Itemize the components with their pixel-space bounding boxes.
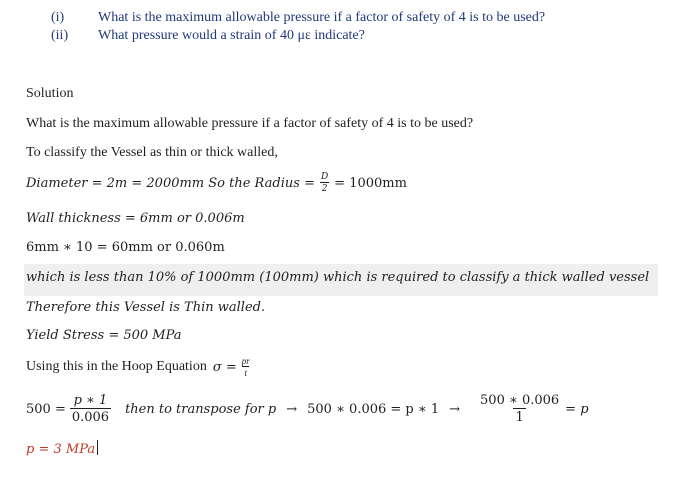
hoop-fraction: [240, 356, 252, 378]
hoop-prefix: Using this in the Hoop Equation: [26, 359, 207, 374]
text-cursor: [97, 440, 98, 455]
solution-heading: Solution: [26, 86, 74, 101]
question-1-number: (i): [51, 10, 65, 25]
highlighted-comparison-line: which is less than 10% of 1000mm (100mm) which is required to classify a thick walled vessel: [24, 264, 658, 296]
eq-fraction-1-denominator: 0.006: [71, 410, 110, 425]
eq-arrow-2: →: [449, 401, 461, 417]
eq-rhs: = p: [565, 401, 589, 417]
eq-middle: 500 ∗ 0.006 = p ∗ 1: [307, 401, 440, 417]
radius-fraction: [319, 172, 330, 194]
diameter-line: [26, 172, 407, 194]
yield-stress-line: Yield Stress = 500 MPa: [26, 328, 182, 343]
hoop-equation-line: [26, 356, 252, 378]
eq-fraction-2: [478, 393, 561, 425]
question-1-text: What is the maximum allowable pressure if a factor of safety of 4 is to be used?: [98, 10, 546, 25]
radius-result: = 1000mm: [334, 175, 407, 191]
eq-lhs: 500 =: [26, 401, 66, 417]
hoop-sigma: σ =: [212, 359, 237, 375]
answer-text: p = 3 MPa: [26, 442, 96, 457]
hoop-fraction-numerator: pr: [241, 356, 250, 366]
answer-line: [26, 440, 98, 457]
hoop-fraction-denominator: t: [244, 368, 247, 378]
question-2-text: What pressure would a strain of 40 με indicate?: [98, 28, 365, 43]
transpose-equation-line: [26, 393, 589, 425]
eq-fraction-1: [70, 393, 111, 425]
question-2-number: (ii): [51, 28, 69, 43]
classify-line: To classify the Vessel as thin or thick walled,: [26, 145, 278, 160]
eq-arrow-1: →: [286, 401, 298, 417]
eq-fraction-1-numerator: p ∗ 1: [73, 393, 108, 408]
times-ten-line: 6mm ∗ 10 = 60mm or 0.060m: [26, 240, 225, 255]
restated-question: What is the maximum allowable pressure if a factor of safety of 4 is to be used?: [26, 116, 474, 131]
eq-then-text: then to transpose for p: [125, 401, 277, 417]
eq-fraction-2-numerator: 500 ∗ 0.006: [480, 393, 560, 408]
wall-thickness-line: Wall thickness = 6mm or 0.006m: [26, 211, 245, 226]
eq-fraction-2-denominator: 1: [515, 410, 524, 425]
radius-fraction-denominator: 2: [321, 184, 328, 194]
diameter-text: Diameter = 2m = 2000mm So the Radius =: [26, 175, 315, 191]
radius-fraction-numerator: D: [320, 172, 329, 182]
therefore-line: Therefore this Vessel is Thin walled.: [26, 300, 266, 315]
